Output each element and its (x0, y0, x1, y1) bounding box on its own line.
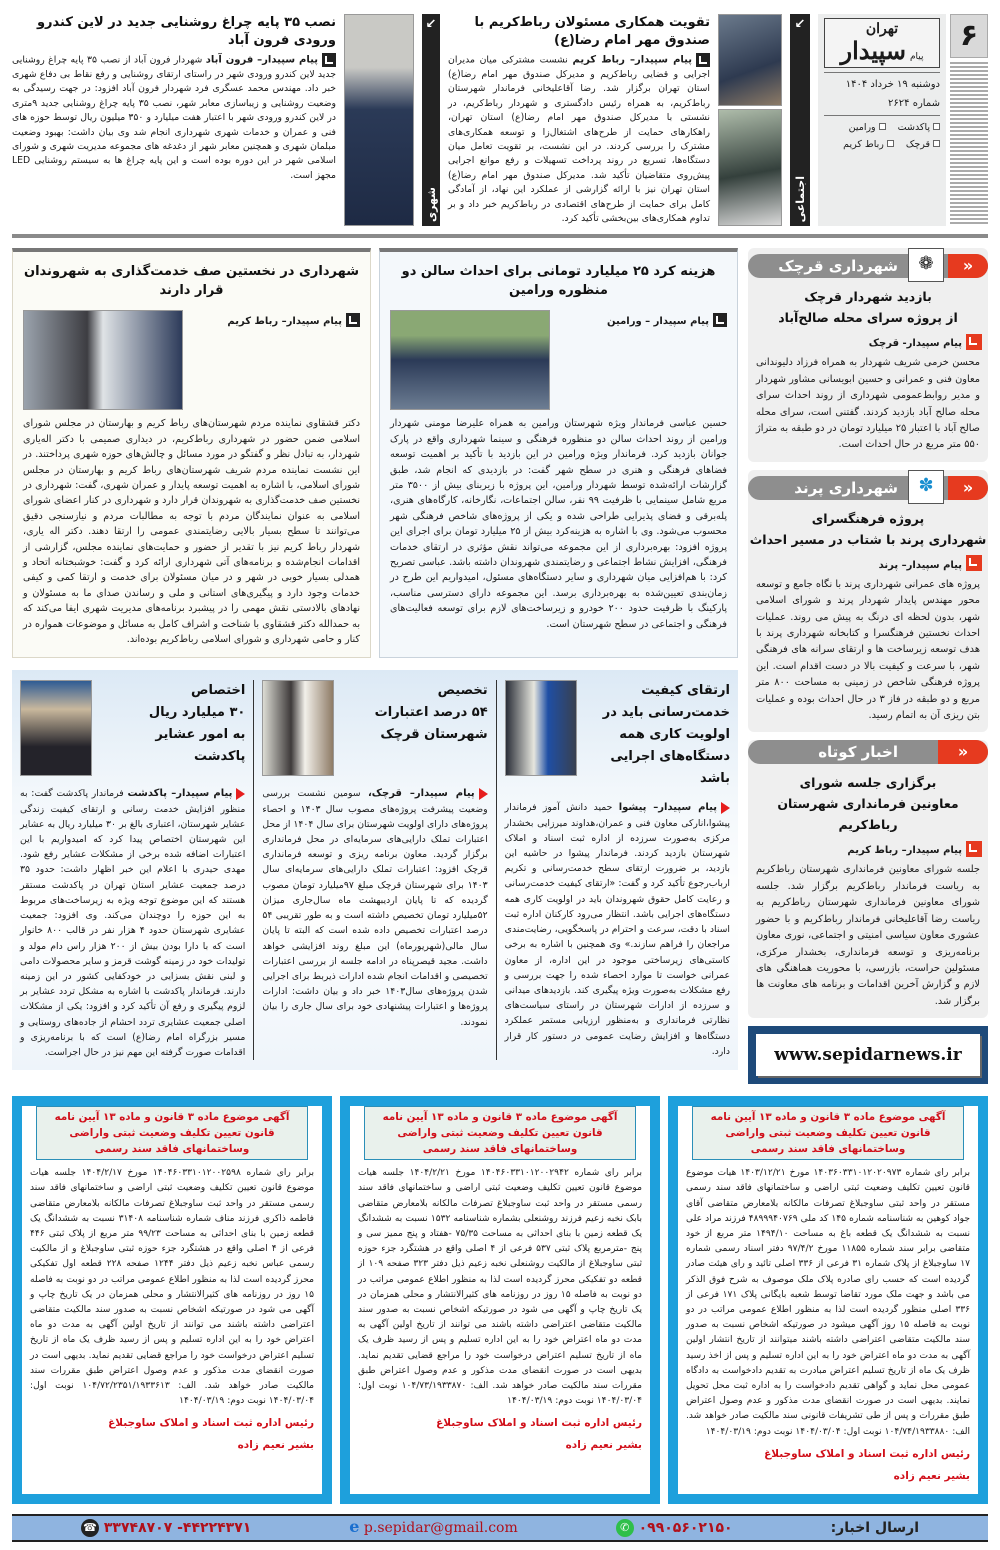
column-body: پیام سپیدار– پاکدشت فرماندار پاکدشت گفت: به منظور افزایش خدمت رسانی و ارتقای کیفیت زندگی عشایر شهرستان، اعتباری بالغ بر ۳۰ میلیارد ریال به عشایر این شهرستان اختصاص پیدا کرد که امیدواریم با این اعتبارات اضافه شده برخی از مشکلات عشایر رفع شود. مهدی حیدری با اعلام این خبر اظهار داشت: حدود ۳۵ درصد جمعیت عشایر استان تهران در پاکدشت مستقر هستند که این موضوع توجه ویژه به زیرساخت‌های مربوط به این حوزه را دوچندان می‌کند. وی افزود: جمعیت عشایری شهرستان حدود ۴ هزار نفر در قالب ۸۰۰ خانوار است که با دارا بودن بیش از ۲۰۰ هزار راس دام مولد و تولیدات خود در زمینه گوشت قرمز و سایر محصولات دامی و لبنی نقش بسزایی در خودکفایی کشور در این زمینه دارند. فرماندار پاکدشت با اشاره به مشکل تردد عشایر بر لزوم پیگیری و رفع آن تأکید کرد و افزود: یکی از مشکلات اصلی جمعیت عشایری تردد احشام از جاده‌های روستایی و مسیر بزرگراه امام رضا(ع) است که با برنامه‌ریزی و اقدامات صورت گرفته این مهم نیز در حال اجراست. (20, 788, 246, 1058)
article-photo (390, 310, 550, 410)
notice-title: آگهی موضوع ماده ۳ قانون و ماده ۱۳ آیین نامه قانون تعیین تکلیف وضعیت ثبتی واراضی وساختمانهای فاقد سند رسمی (36, 1106, 308, 1160)
notice-body: برابر رای شماره ۱۴۰۴۶۰۳۳۱۰۱۲۰۰۲۹۴۲ مورخ ۱۴۰۴/۲/۲۱ جلسه هیات موضوع قانون تعیین تکلیف وضعیت ثبتی اراضی و ساختمانهای فاقد سند رسمی مستقر در واحد ثبت ساوجبلاغ تصرفات مالکانه بلامعارض متقاضی بابک نخبه زعیم فرزند روشنعلی بشماره شناسنامه ۱۵۳۲ نسبت به ششدانگ یک قطعه زمین با بنای احداثی به مساحت ۷۵/۳۵ -هفتاد و پنج ممیز سی و پنج -مترمربع پلاک ثبتی ۵۳۷ فرعی از ۴ اصلی واقع در هشتگرد جزء حوزه ثبتی ساوجبلاغ از مالکیت روشنعلی نخبه زعیم ذیل دفتر ۳۲۳ صفحه ۱۰۹ از قطعه دو تفکیکی محرز گردیده است لذا به منظور اطلاع عمومی مراتب در دو نوبت به فاصله ۱۵ روز در روزنامه های کثیرالانتشار و محلی همزمان در یک تاریخ چاپ و آگهی می شود در صورتیکه اشخاص نسبت به صدور سند مالکیت متقاضی اعتراضی داشته باشند می توانند از تاریخ اولین آگهی به مدت دو ماه اعتراض خود را به این اداره تسلیم و پس از رسید ظرف یک ماه از تاریخ تسلیم اعتراض درخواست خود را مراجع قضایی تقدیم نماید. بدیهی است در صورت انقضای مدت مذکور و عدم وصول اعتراض طبق مقررات سند مالکیت صادر خواهد شد. الف: ۱۰۴/۷۳/۱۹۳۳۸۷۰ نوبت اول: ۱۴۰۴/۰۳/۰۴ نوبت دوم: ۱۴۰۴/۰۳/۱۹ (358, 1168, 643, 1407)
arrow-icon (322, 53, 336, 67)
region-item[interactable]: پاکدشت (898, 120, 940, 135)
page-number-box (950, 14, 988, 58)
divider (12, 234, 988, 238)
news-byline: پیام سپیدار– رباط کریم (748, 835, 988, 862)
section-header-title: شهرداری پرند (794, 478, 898, 497)
arrow-icon (966, 555, 982, 571)
notice-body: برابر رای شماره ۱۴۰۳۶۰۳۳۱۰۱۲۰۲۰۹۷۳ مورخ ۱۴۰۳/۱۲/۲۱ هیات موضوع قانون تعیین تکلیف وضعیت ثبتی اراضی و ساختمانهای فاقد سند رسمی مستقر در واحد ثبتی ساوجبلاغ تصرفات مالکانه بلامعارض متقاضی آقای جواد کوهین به شناسنامه شماره ۱۴۵ کد ملی ۴۸۹۹۹۴۰۷۶۹ فرزند مراد علی نسبت به ششدانگ یک قطعه باغ به مساحت ۱۴۹۴/۱۰ متر مربع از خود متقاضی برابر سند شماره ۱۱۸۵۵ مورخ ۹۷/۴/۲ دفتر اسناد رسمی شماره ۱۷ ساوجبلاغ از پلاک شماره ۳۱ فرعی از ۳۳۶ اصلی تائید و رای هیئت صادر گردیده است که حسب رای صادره پلاک ملک موصوف به شرح فوق الذکر می باشد و جهت ملک مورد تقاضا توسط شعبه بایگانی پلاک ۱۷۱ فرعی از ۳۳۶ اصلی منظور گردیده است لذا به منظور اطلاع عمومی مراتب در دو نوبت به فاصله ۱۵ روز آگهی میشود در صورتیکه اشخاص نسبت به صدور سند مالکیت متقاضی اعتراضی داشته باشند میتوانند از تاریخ انتشار اولین آگهی به مدت دو ماه اعتراض خود را به این اداره تسلیم و پس از اخذ رسید ظرف یک ماه از تاریخ تسلیم اعتراض مبادرت به تقدیم دادخواست به دادگاه عمومی محل نماید و گواهی تقدیم دادخواست را به اداره ثبت محل تحویل نمایند. بدیهی است در صورت انقضای مدت مذکور و عدم وصول اعتراض طبق مقررات و پس از طی تشریفات قانونی سند مالکیت صادر خواهد شد. الف: ۱۰۴/۷۴/۱۹۳۳۸۸۰ نوبت اول: ۱۴۰۴/۰۳/۰۴ نوبت دوم: ۱۴۰۴/۰۳/۱۹ (686, 1168, 971, 1437)
column-pakdasht (12, 680, 253, 1060)
arrow-down-left-icon: ↙ (794, 17, 806, 32)
content-area (12, 248, 738, 1070)
website-link[interactable]: www.sepidarnews.ir (756, 1034, 980, 1076)
arrow-icon (696, 53, 710, 67)
column-head (262, 680, 487, 776)
column-pishva (496, 680, 738, 1060)
article-urban (12, 14, 336, 226)
chevron-icon: « (938, 740, 988, 764)
notice-signer-title: رئیس اداره ثبت اسناد و املاک ساوجبلاغ (108, 1417, 314, 1430)
arrow-down-left-icon: ↙ (425, 17, 437, 32)
municipality-logo: ❁ (908, 248, 944, 282)
region-item[interactable]: قرچک (906, 137, 940, 152)
article-byline: پیام سپیدار– فرون آباد (205, 54, 318, 66)
article-body: پیام سپیدار– رباط کریم نشست مشترکی میان مدیران اجرایی و قضایی رباط‌کریم و مدیرکل صندوق مهر امام رضا(ع) استان تهران برگزار شد. رضا آقاعلیخانی فرماندار شهرستان رباط‌کریم، به همراه رئیس دادگستری و شهردار رباط‌کریم، در نشستی با مدیرکل صندوق مهر امام رضا(ع) استان تهران، راهکارهای حمایت از طرح‌های اشتغال‌زا و توسعه همکاری‌های مشترک را بررسی کردند. در این نشست، بر تقویت تعامل میان دستگاه‌ها، تسریع در روند پرداخت تسهیلات و رفع موانع اجرایی پیش‌روی متقاضیان تأکید شد. مدیرکل صندوق مهر امام رضا(ع) استان تهران نیز با ارائه گزارشی از عملکرد این نهاد، از آمادگی کامل برای حمایت از طرح‌های اقتصادی در رباط‌کریم خبر داد و بر تداوم همکاری‌های بین‌بخشی تأکید کرد. (448, 54, 710, 224)
arrow-icon (713, 313, 727, 327)
article-photo (344, 14, 414, 226)
sidebar (748, 248, 988, 1084)
website-banner (748, 1026, 988, 1084)
notice-signer-name: بشیر نعیم زاده (237, 1439, 314, 1452)
masthead-box (818, 14, 946, 226)
article-top-row (390, 310, 727, 410)
triangle-icon (479, 788, 488, 800)
triangle-icon (721, 802, 730, 814)
article-title: تقویت همکاری مسئولان رباط‌کریم با صندوق مهر امام رضا(ع) (474, 15, 710, 48)
triangle-icon (236, 788, 245, 800)
sidebar-box-qarchak (748, 248, 988, 461)
news-body: پروژه های عمرانی شهرداری پرند با نگاه جامع و توسعه محور مهندس پایدار شهردار پرند و شورای اسلامی شهر، بدون لحظه ای درنگ به پیش می روند. عملیات احداث نخستین فرهنگسرا و کتابخانه شهرداری پرند با هدف توسعه زیرساخت ها و ارتقای سرانه های فرهنگی شهر، با سرعت و کیفیت بالا در دست اقدام است. این پروژه فرهنگی شاخص در زمینی به مساحت ۸۰۰ متر مربع و دو طبقه در فاز ۳ در حال احداث بوده و عملیات بتن ریزی آن به اتمام رسید. (756, 578, 980, 722)
article-byline: پیام سپیدار – ورامین (558, 310, 727, 331)
checkbox-icon (933, 123, 940, 130)
section-header-title: اخبار کوتاه (818, 743, 898, 762)
news-title: بازدید شهردار قرچک از پروژه سرای محله صالح‌آباد (778, 289, 958, 326)
article-body: دکتر قشقاوی نماینده مردم شهرستان‌های رباط کریم و بهارستان در مجلس شورای اسلامی ضمن حضور در شهرداری رباط‌کریم، در دیداری صمیمی با دکتر اله‌یاری شهردار، به تبادل نظر و گفتگو در مورد مسائل و چالش‌های حوزه شهری پرداختند. در این نشست نماینده مردم شریف شهرستان‌های رباط کریم و بهارستان در مجلس شورای اسلامی، با اشاره به اهمیت توسعه پایدار و عمران شهری، گفت: شهرداری در نخستین صف خدمت‌گذاری به شهروندان قرار دارد و شهرداری در کنار اعضای شورای اسلامی به عنوان نمایندگان مردم با توجه به مطالبات مردم و نیازسنجی دقیق می‌توانند تا سطح بسیار بالایی رضایتمندی عمومی را ارتقا دهند. دکتر اله یاری، شهردار رباط کریم نیز با تقدیر از حضور و حمایت‌های نماینده مجلس، گزارشی از اقدامات انجام‌شده و برنامه‌های آتی شهرداری ارائه کرد و گفت: خوشبختانه اتحاد و همدلی بسیار خوبی در شهر و در میان مسئولان برای خدمت و ارتقا کمی و کیفی خدمات وجود دارد و پیگیری‌های استانی و ملی و رساندن صدای ما به مسئولان و نهادهای بالادستی نقش مهمی را در پیشبرد برنامه‌های مدیریت شهری ایفا می‌کند که به حمدالله دکتر قشقاوی با شناخت و اشراف کامل به مسائل و موضوعات همواره در کنار و حامی شهرداری و شورای اسلامی رباط‌کریم بوده‌اند. (23, 418, 360, 646)
section-header (748, 254, 988, 278)
section-label-urban: شهری (424, 187, 438, 223)
stripe-decoration (950, 60, 988, 226)
internet-explorer-icon: e (349, 1517, 360, 1537)
news-body: محسن خرمی شریف شهردار به همراه فرزاد دلیوندانی معاون فنی و عمرانی و حسین ابویسانی مشاور شهردار و مدیر روابط‌عمومی شهرداری از روند احداث سرای محله صالح آباد بازدید کردند. گفتنی است، سرای محله صالح آباد با اعتبار ۲۵ میلیارد تومان در دو طبقه به متراژ ۵۵۰ متر مربع در حال احداث است. (756, 357, 980, 451)
news-title: پروژه فرهنگسرای شهرداری پرند با شتاب در مسیر احداث (749, 510, 987, 547)
notice-signer-title: رئیس اداره ثبت اسناد و املاک ساوجبلاغ (764, 1447, 970, 1460)
logo-small: پیام (909, 52, 924, 62)
notice (12, 1096, 332, 1504)
sidebar-box-short-news (748, 740, 988, 1018)
logo-top: تهران (865, 21, 899, 37)
arrow-icon (346, 313, 360, 327)
notice-body: برابر رای شماره ۱۴۰۴۶۰۳۳۱۰۱۲۰۰۲۵۹۸ مورخ ۱۴۰۴/۲/۱۷ جلسه هیات موضوع قانون تعیین تکلیف وضعیت ثبتی اراضی و ساختمانهای فاقد سند رسمی مستقر در واحد ثبت ساوجبلاغ تصرفات مالکانه بلامعارض متقاضی فاطمه ذاکری فرزند مناف شماره شناسنامه ۳۱۴۰۸ نسبت به ششدانگ یک قطعه زمین با بنای احداثی به مساحت ۹۹/۲۳ متر مربع از پلاک ثبتی ۴۴۶ فرعی از ۴ اصلی واقع در هشتگرد جزء حوزه ثبتی ساوجبلاغ و از مالکیت رسمی عباس نخبه زعیم ذیل دفتر ۱۲۴۴ صفحه ۲۲۸ قطعه اول تفکیکی محرز گردیده است لذا به منظور اطلاع عمومی مراتب در دو نوبت به فاصله ۱۵ روز در روزنامه های کثیرالانتشار و محلی همزمان در یک تاریخ چاپ و آگهی می شود در صورتیکه اشخاص نسبت به صدور سند مالکیت متقاضی اعتراضی داشته باشند می توانند از تاریخ اولین آگهی به مدت دو ماه اعتراض خود را به این اداره تسلیم و پس از رسید ظرف یک ماه از تاریخ تسلیم اعتراض درخواست خود را مراجع قضایی تقدیم نماید. بدیهی است در صورت انقضای مدت مذکور و عدم وصول اعتراض طبق مقررات سند مالکیت صادر خواهد شد. الف: ۱۰۴/۷۲/۲۳۵۱/۱۹۳۳۶۱۳ نوبت اول: ۱۴۰۴/۰۳/۰۴ نوبت دوم: ۱۴۰۴/۰۳/۱۹ (30, 1168, 315, 1407)
notice-signer-name: بشیر نعیم زاده (565, 1439, 642, 1452)
article-byline: پیام سپیدار– رباط کریم (572, 54, 692, 66)
article-varamin (379, 248, 738, 658)
masthead (818, 14, 988, 226)
region-item[interactable]: رباط کریم (843, 137, 894, 152)
main-region (0, 248, 1000, 1084)
article-social (448, 14, 710, 226)
news-title: برگزاری جلسه شورای معاونین فرمانداری شهرستان رباط‌کریم (777, 775, 959, 833)
article-title: هزینه کرد ۲۵ میلیارد تومانی برای احداث سالن دو منظوره ورامین (401, 264, 716, 299)
notice (340, 1096, 660, 1504)
notice (668, 1096, 988, 1504)
column-title: ارتقای کیفیت خدمت‌رسانی باید در اولویت کاری همه دستگاه‌های اجرایی باشد (602, 683, 730, 787)
section-header (748, 740, 988, 764)
notice-signer-title: رئیس اداره ثبت اسناد و املاک ساوجبلاغ (436, 1417, 642, 1430)
article-lead (558, 310, 727, 333)
column-body: پیام سپیدار– قرچک، سومین نشست بررسی وضعیت پیشرفت پروژه‌های مصوب سال ۱۴۰۳ و احصاء پروژه‌های دارای اولویت شهرستان برای سال ۱۴۰۴ از محل اعتبارات تملک دارایی‌های سرمایه‌ای در محل فرمانداری برگزار گردید. معاون برنامه ریزی و توسعه فرمانداری قرچک افزود: اعتبارات تملک دارایی‌های سرمایه‌ای سال ۱۴۰۳ برای شهرستان قرچک مبلغ ۹۷میلیارد تومان مصوب گردیده که تا پایان اردیبهشت ماه سال‌جاری میزان ۵۲میلیارد تومان تخصیص داشته است و به طور تقریبی ۵۴ درصد اعتبارات تخصیص داده شده است که البته تا پایان سال مالی(شهریورماه) این مبلغ روند افزایشی خواهد داشت. مجید قیصرپناه در ادامه جلسه از بررسی اعتبارات تخصیصی و اقدامات انجام شده ادارات ذیربط برای اجرایی شدن پروژه‌های سال۱۴۰۳ خبر داد و بیان داشت: ادارات پروژه‌ها و اعتبارات پیشنهادی خود برای سال جاری را بیان نمودند. (262, 788, 488, 1028)
article-photo (718, 14, 782, 106)
notice-title: آگهی موضوع ماده ۳ قانون و ماده ۱۳ آیین نامه قانون تعیین تکلیف وضعیت ثبتی واراضی وساختمانهای فاقد سند رسمی (692, 1106, 964, 1160)
article-body: پیام سپیدار– فرون آباد شهردار فرون آباد از نصب ۳۵ پایه چراغ روشنایی جدید لاین کندرو ورودی شهر در راستای ارتقای روشنایی و رفع نقاط بی دفاع شهری خبر داد. مهندس محمد عسگری فرد شهردار فرون آباد افزود: در جهت رسیدگی به وضعیت روشنایی و زیباسازی معابر شهر، نصب ۳۵ پایه چراغ روشنایی جدید ۹متری در لاین کندرو ورودی شهر با اعتبار هفت میلیارد و ۳۵۰ میلیون ریال توسط حوزه های فنی و عمران و خدمات شهری شهرداری انجام شد وی بیان داشت: بهبود وضعیت مبلمان شهری و همچنین معابر شهر از دغدغه های مجموعه مدیریت شهری و شورای اسلامی شهر در این دوره بوده است و این پایه چراغ ها به سیستم روشنایی LED مجهز است. (12, 54, 336, 181)
article-photo (23, 310, 183, 410)
column-title: تخصیص ۵۴ درصد اعتبارات شهرستان قرچک (374, 683, 488, 743)
news-body: جلسه شورای معاونین فرمانداری شهرستان رباط‌کریم به ریاست فرماندار رباط‌کریم برگزار شد. جلسه شورای معاونین فرمانداری شهرستان رباط‌کریم به ریاست رضا آقاعلیخانی فرماندار رباط‌کریم و با حضور عشوری معاون سیاسی امنیتی و اجتماعی، نوری معاون برنامه‌ریزی و توسعه فرمانداری، بخشدار مرکزی، مسئولین حراست، بازرسی، با محوریت هماهنگی های لازم و گزارش آخرین اقدامات و برنامه های معاونت ها برگزار شد. (756, 864, 980, 1007)
notice-title: آگهی موضوع ماده ۳ قانون و ماده ۱۳ آیین نامه قانون تعیین تکلیف وضعیت ثبتی واراضی وساختمانهای فاقد سند رسمی (364, 1106, 636, 1160)
footer-bar (12, 1514, 988, 1542)
news-byline: پیام سپیدار– پرند (748, 550, 988, 577)
section-tag-social (790, 14, 810, 226)
section-header (748, 476, 988, 500)
chevron-icon: « (948, 254, 988, 278)
column-head (20, 680, 245, 776)
checkbox-icon (879, 123, 886, 130)
logo-main: سپیدار (840, 36, 906, 65)
article-body: حسین عباسی فرماندار ویژه شهرستان ورامین به همراه علیرضا مومنی شهردار ورامین از روند احداث سالن دو منظوره فرهنگی و سینما شهرداری واقع در پارک جوانان بازدید کرد. فرماندار ویژه ورامین در این بازدید با تأکید بر اهمیت توسعه فضاهای فرهنگی و هنری در سطح شهر گفت: در بازدیدی که انجام شد، طبق گزارشات ارائه‌شده توسط شهردار ورامین، این پروژه با زیربنای بیش از ۳۵۰۰ متر مربع شامل سینمایی با ظرفیت ۹۹ نفر، سالن اجتماعات، نگارخانه، کارگاه‌های هنری، پله‌برقی و فضای پذیرایی طراحی شده و یکی از پروژه‌های شاخص فرهنگی شهر محسوب می‌شود. وی با اشاره به هزینه‌کرد بیش از ۲۵ میلیارد تومان برای اجرای این پروژه افزود: بهره‌برداری از این مجموعه می‌تواند نقش مؤثری در ارتقای خدمات فرهنگی، افزایش نشاط اجتماعی و رضایتمندی شهروندان داشته باشد. عباسی تصریح کرد: با هم‌افزایی میان شهرداری و سایر دستگاه‌های مسئول، امیدواریم این طرح در زمان‌بندی تعیین‌شده به بهره‌برداری برسد. این مجموعه دارای دسترسی مناسب، پارکینگ با ظرفیت حدود ۲۰۰ خودرو و زیرساخت‌های لازم برای توسعه فعالیت‌های فرهنگی و اجتماعی در سطح شهرستان است. (390, 418, 727, 630)
article-title: نصب ۳۵ پایه چراغ روشنایی جدید در لاین کندرو ورودی فرون آباد (36, 15, 336, 48)
notice-signer-name: بشیر نعیم زاده (893, 1469, 970, 1482)
middle-articles (12, 248, 738, 658)
article-top-row (23, 310, 360, 410)
column-title: اختصاص ۳۰ میلیارد ریال به امور عشایر پاکدشت (148, 683, 246, 765)
whatsapp-icon: ✆ (616, 1519, 634, 1537)
issue-number: شماره ۲۶۲۴ (888, 98, 940, 109)
arrow-icon (966, 334, 982, 350)
municipality-logo: ✽ (908, 470, 944, 504)
article-photo (262, 680, 334, 776)
columns-band (12, 670, 738, 1070)
phone-contact[interactable]: ☎ ۳۳۷۴۸۷۰۷ -۴۴۲۲۴۳۷۱ (81, 1516, 251, 1540)
section-header-title: شهرداری قرچک (778, 257, 898, 276)
column-head (505, 680, 730, 790)
notices-row (0, 1084, 1000, 1504)
page-number: ۶ (959, 18, 979, 53)
article-photo (718, 109, 782, 226)
sidebar-box-parand (748, 470, 988, 733)
column-qarchak (253, 680, 495, 1060)
top-region (0, 0, 1000, 226)
article-byline: پیام سپیدار– رباط کریم (191, 310, 360, 331)
section-tag-urban (422, 14, 440, 226)
checkbox-icon (933, 140, 940, 147)
checkbox-icon (887, 140, 894, 147)
email-contact[interactable]: e p.sepidar@gmail.com (349, 1517, 518, 1537)
region-item[interactable]: ورامین (849, 120, 886, 135)
section-label-social: اجتماعی (793, 176, 807, 223)
chevron-icon: « (948, 476, 988, 500)
article-photos (718, 14, 782, 226)
region-list (824, 120, 940, 152)
page-number-column (950, 14, 988, 226)
column-body: پیام سپیدار– پیشوا حمید دانش آموز فرماندار پیشوا،انارکی معاون فنی و عمران،هداوند میرزایی بخشدار مرکزی به‌صورت سرزده از اداره ثبت اسناد و املاک شهرستان بازدید کردند. فرماندار پیشوا در حاشیه این بازدید، بر ضرورت ارتقای سطح خدمت‌رسانی و تکریم ارباب‌رجوع تأکید کرد و گفت: «ارتقای کیفیت خدمت‌رسانی و رعایت کامل حقوق شهروندان باید در اولویت کاری همه دستگاه‌های اجرایی باشد. انتظار می‌رود کارکنان اداره ثبت اسناد با دقت، سرعت و احترام در پاسخگویی، رضایت‌مندی مراجعان را فراهم سازند.» وی همچنین با اشاره به برخی کاستی‌های زیرساختی موجود در این اداره، از معاون عمرانی خواست تا موارد احصاء شده را جهت بررسی و رفع مشکلات به‌صورت ویژه پیگیری کند. بازدیدهای میدانی و سرزده از ادارات شهرستان در راستای سیاست‌های نظارتی فرمانداری و به‌منظور ارزیابی مستمر عملکرد دستگاه‌ها و افزایش رضایت عمومی در دستور کار قرار دارد. (504, 802, 730, 1057)
article-lead (191, 310, 360, 333)
issue-date: دوشنبه ۱۹ خرداد ۱۴۰۴ (845, 79, 940, 90)
article-robatkarim (12, 248, 371, 658)
footer-label: ارسال اخبار: (830, 1519, 920, 1536)
article-photo (505, 680, 577, 776)
whatsapp-contact[interactable]: ✆ ۰۹۹۰۵۶۰۲۱۵۰ (616, 1516, 733, 1540)
news-byline: پیام سپیدار- قرچک (748, 328, 988, 355)
phone-icon: ☎ (81, 1519, 99, 1537)
article-title: شهرداری در نخستین صف خدمت‌گذاری به شهروندان قرار دارند (24, 264, 359, 299)
arrow-icon (966, 841, 982, 857)
logo[interactable] (824, 18, 940, 68)
article-photo (20, 680, 92, 776)
